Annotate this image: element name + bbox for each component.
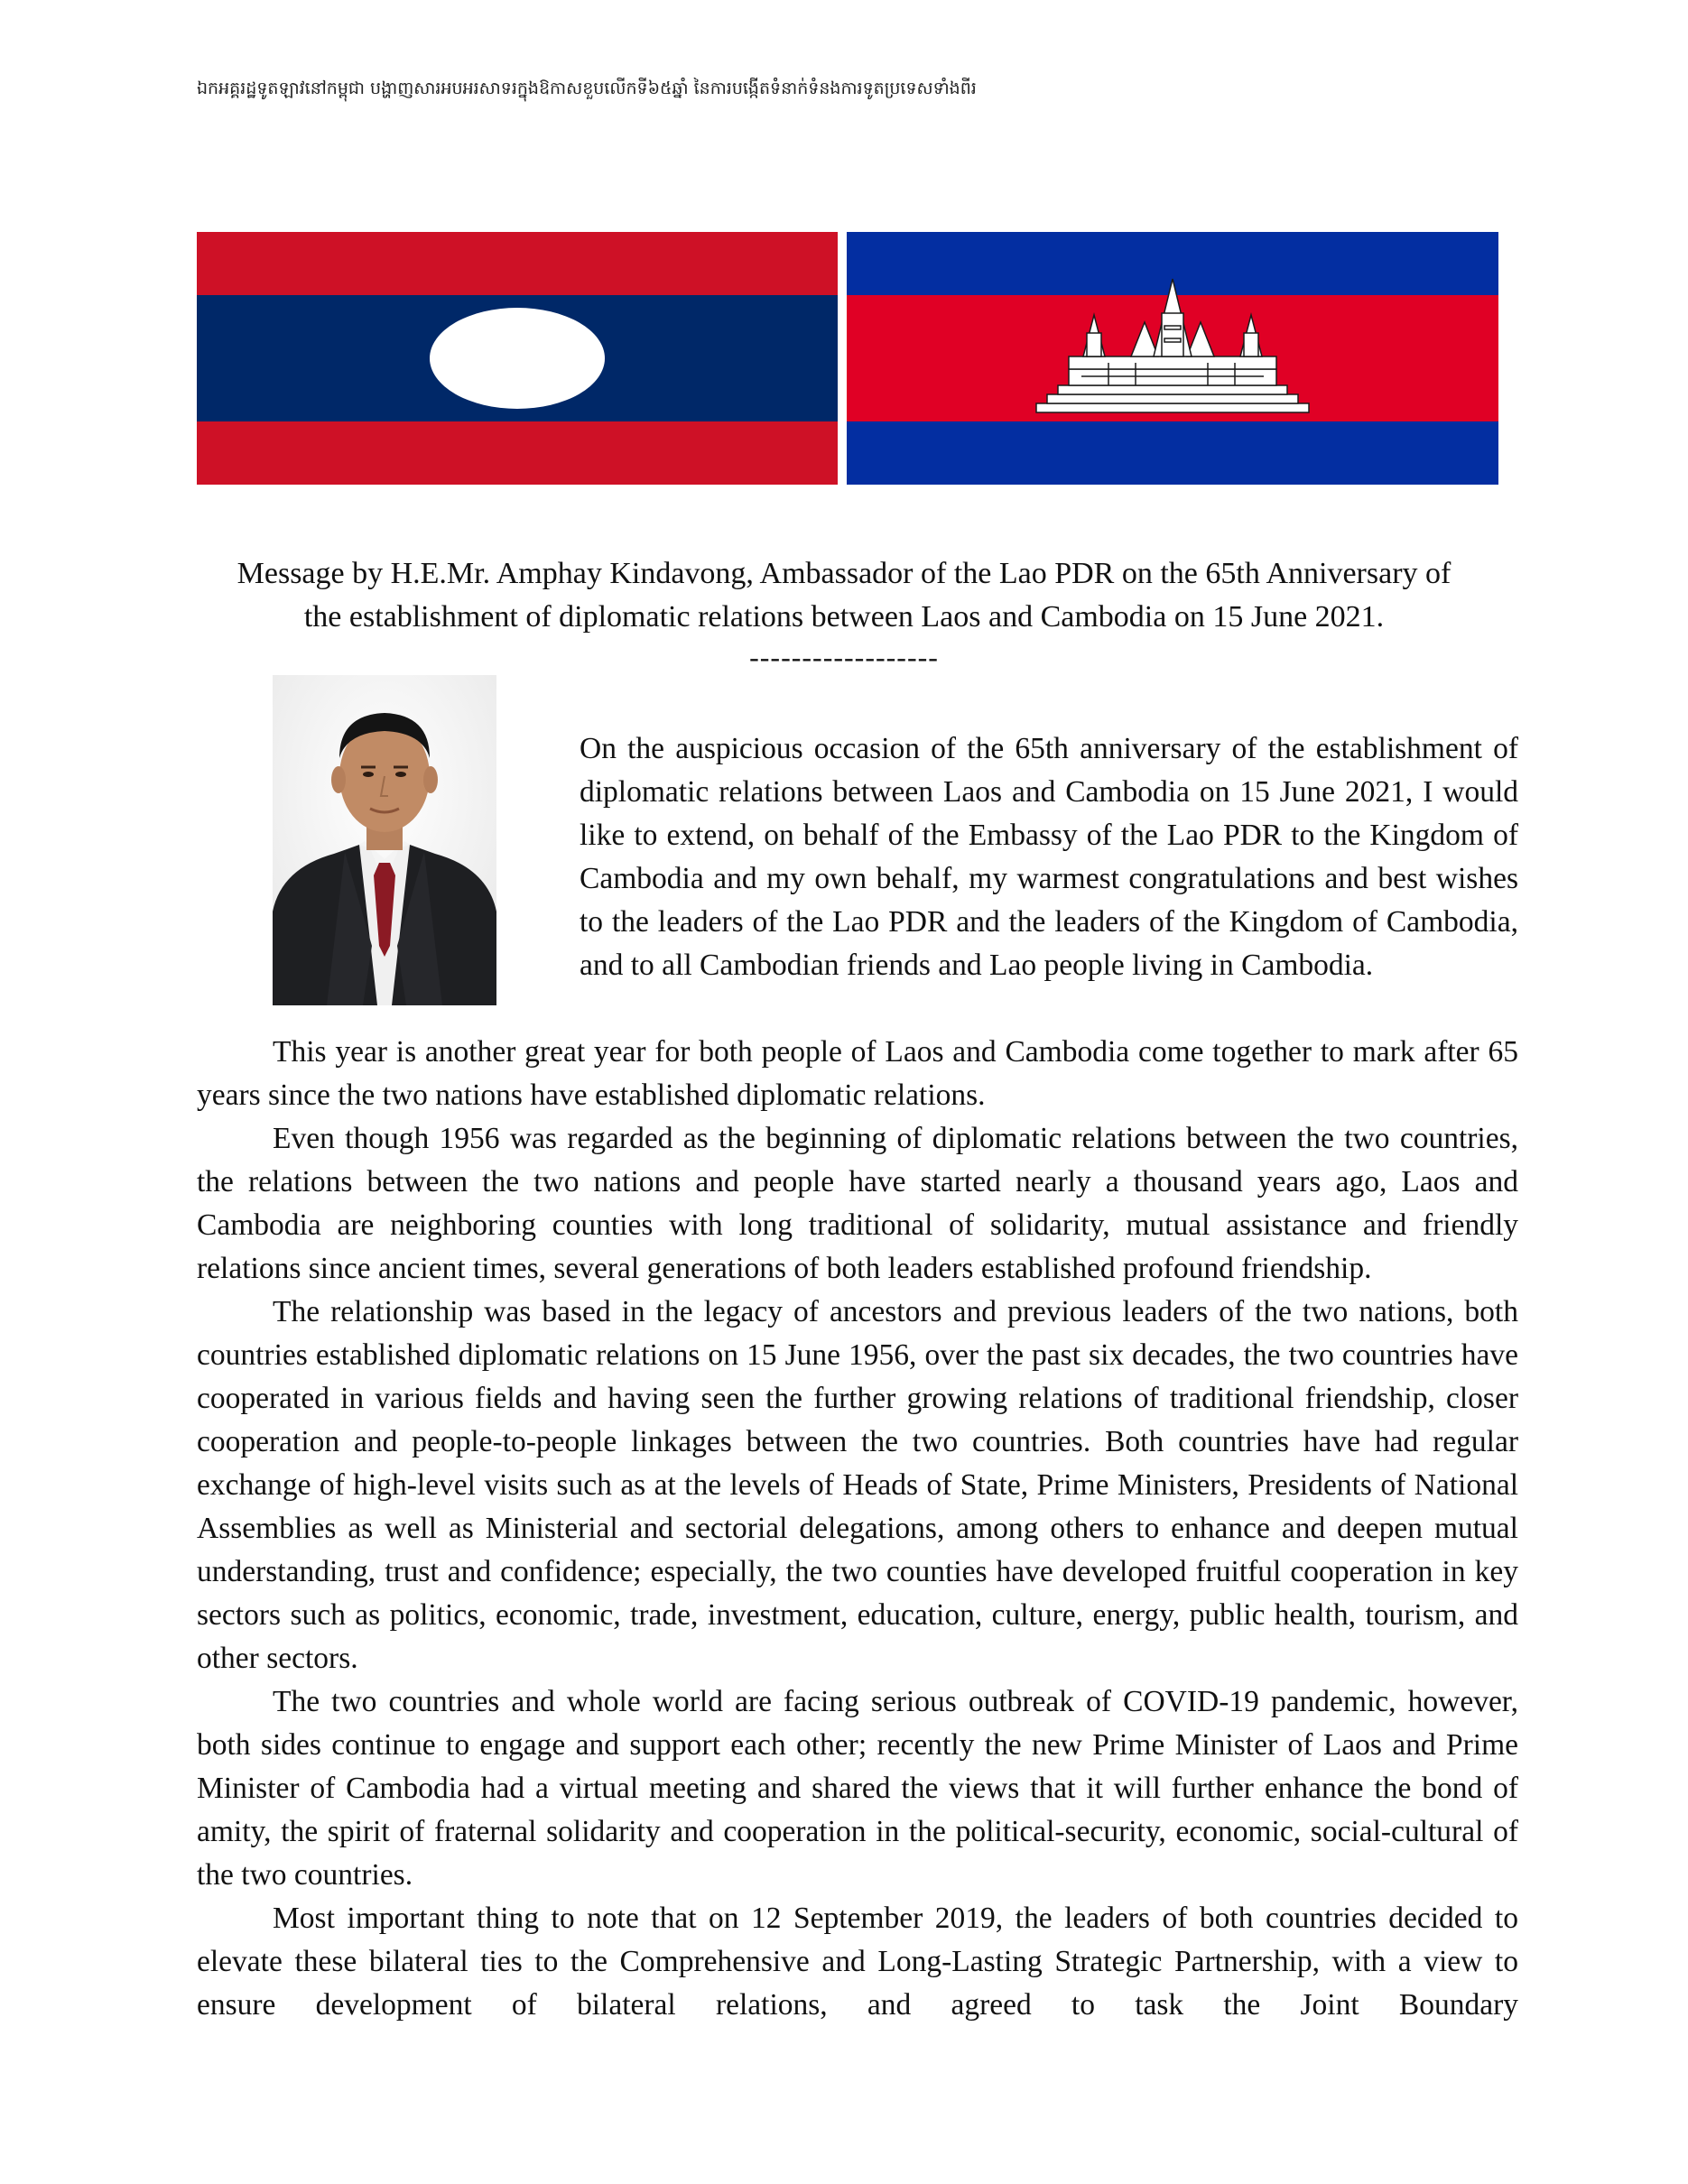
cambodia-flag — [847, 232, 1498, 485]
paragraph-4: The relationship was based in the legacy of ancestors and previous leaders of the two nations, both countries established diplomatic relations on 15 June 1956, over the past six decades, the two countries have cooperated in various fields and having seen the further growing relations of traditional friendship, closer cooperation and people-to-people linkages between the two countries. Both countries have had regular exchange of high-level visits such as at the levels of Heads of State, Prime Ministers, Presidents of National Assemblies as well as Ministerial and sectorial delegations, among others to enhance and deepen mutual understanding, trust and confidence; especially, the two counties have developed fruitful cooperation in key sectors such as politics, economic, trade, investment, education, culture, energy, public health, tourism, and other sectors. — [197, 1295, 1518, 1675]
paragraph-6: Most important thing to note that on 12 September 2019, the leaders of both countries decided to elevate these bilateral ties to the Comprehensive and Long-Lasting Strategic Partnership, with a view to ensure development of bilateral relations, and agreed to task the Joint Boundary — [197, 1902, 1518, 2022]
paragraph-3: Even though 1956 was regarded as the beginning of diplomatic relations between the two countries, the relations between the two nations and people have started nearly a thousand years ago, Laos and Cambodia are neighboring counties with long traditional of solidarity, mutual assistance and friendly relations since ancient times, several generations of both leaders established profound friendship. — [197, 1122, 1518, 1285]
laos-flag — [197, 232, 838, 485]
message-body — [197, 1031, 1518, 2027]
title-separator: ------------------ — [749, 641, 939, 673]
title-line-2: the establishment of diplomatic relations between Laos and Cambodia on 15 June 2021. — [303, 600, 1385, 634]
title-line-1: Message by H.E.Mr. Amphay Kindavong, Ambassador of the Lao PDR on the 65th Anniversary of — [237, 557, 1451, 590]
paragraph-1: On the auspicious occasion of the 65th anniversary of the establishment of diplomatic relations between Laos and Cambodia on 15 June 2021, I would like to extend, on behalf of the Embassy of the Lao PDR to the Kingdom of Cambodia and my own behalf, my warmest congratulations and best wishes to the leaders of the Lao PDR and the leaders of the Kingdom of Cambodia, and to all Cambodian friends and Lao people living in Cambodia. — [580, 732, 1518, 982]
paragraph-2: This year is another great year for both people of Laos and Cambodia come together to mark after 65 years since the two nations have established diplomatic relations. — [197, 1035, 1518, 1112]
ambassador-portrait — [273, 675, 496, 1005]
page-header: ឯកអគ្គរដ្ឋទូតឡាវនៅកម្ពុជា បង្ហាញសារអបអរសាទរក្នុងឱកាសខួបលើកទី៦៥ឆ្នាំ នៃការបង្កើតទំនាក់ទំនងការទូតប្រទេសទាំងពីរ — [197, 79, 977, 98]
paragraph-5: The two countries and whole world are facing serious outbreak of COVID-19 pandemic, however, both sides continue to engage and support each other; recently the new Prime Minister of Laos and Prime Minister of Cambodia had a virtual meeting and shared the views that it will further enhance the bond of amity, the spirit of fraternal solidarity and cooperation in the political-security, economic, social-cultural of the two countries. — [197, 1685, 1518, 1892]
message-title — [181, 552, 1507, 639]
